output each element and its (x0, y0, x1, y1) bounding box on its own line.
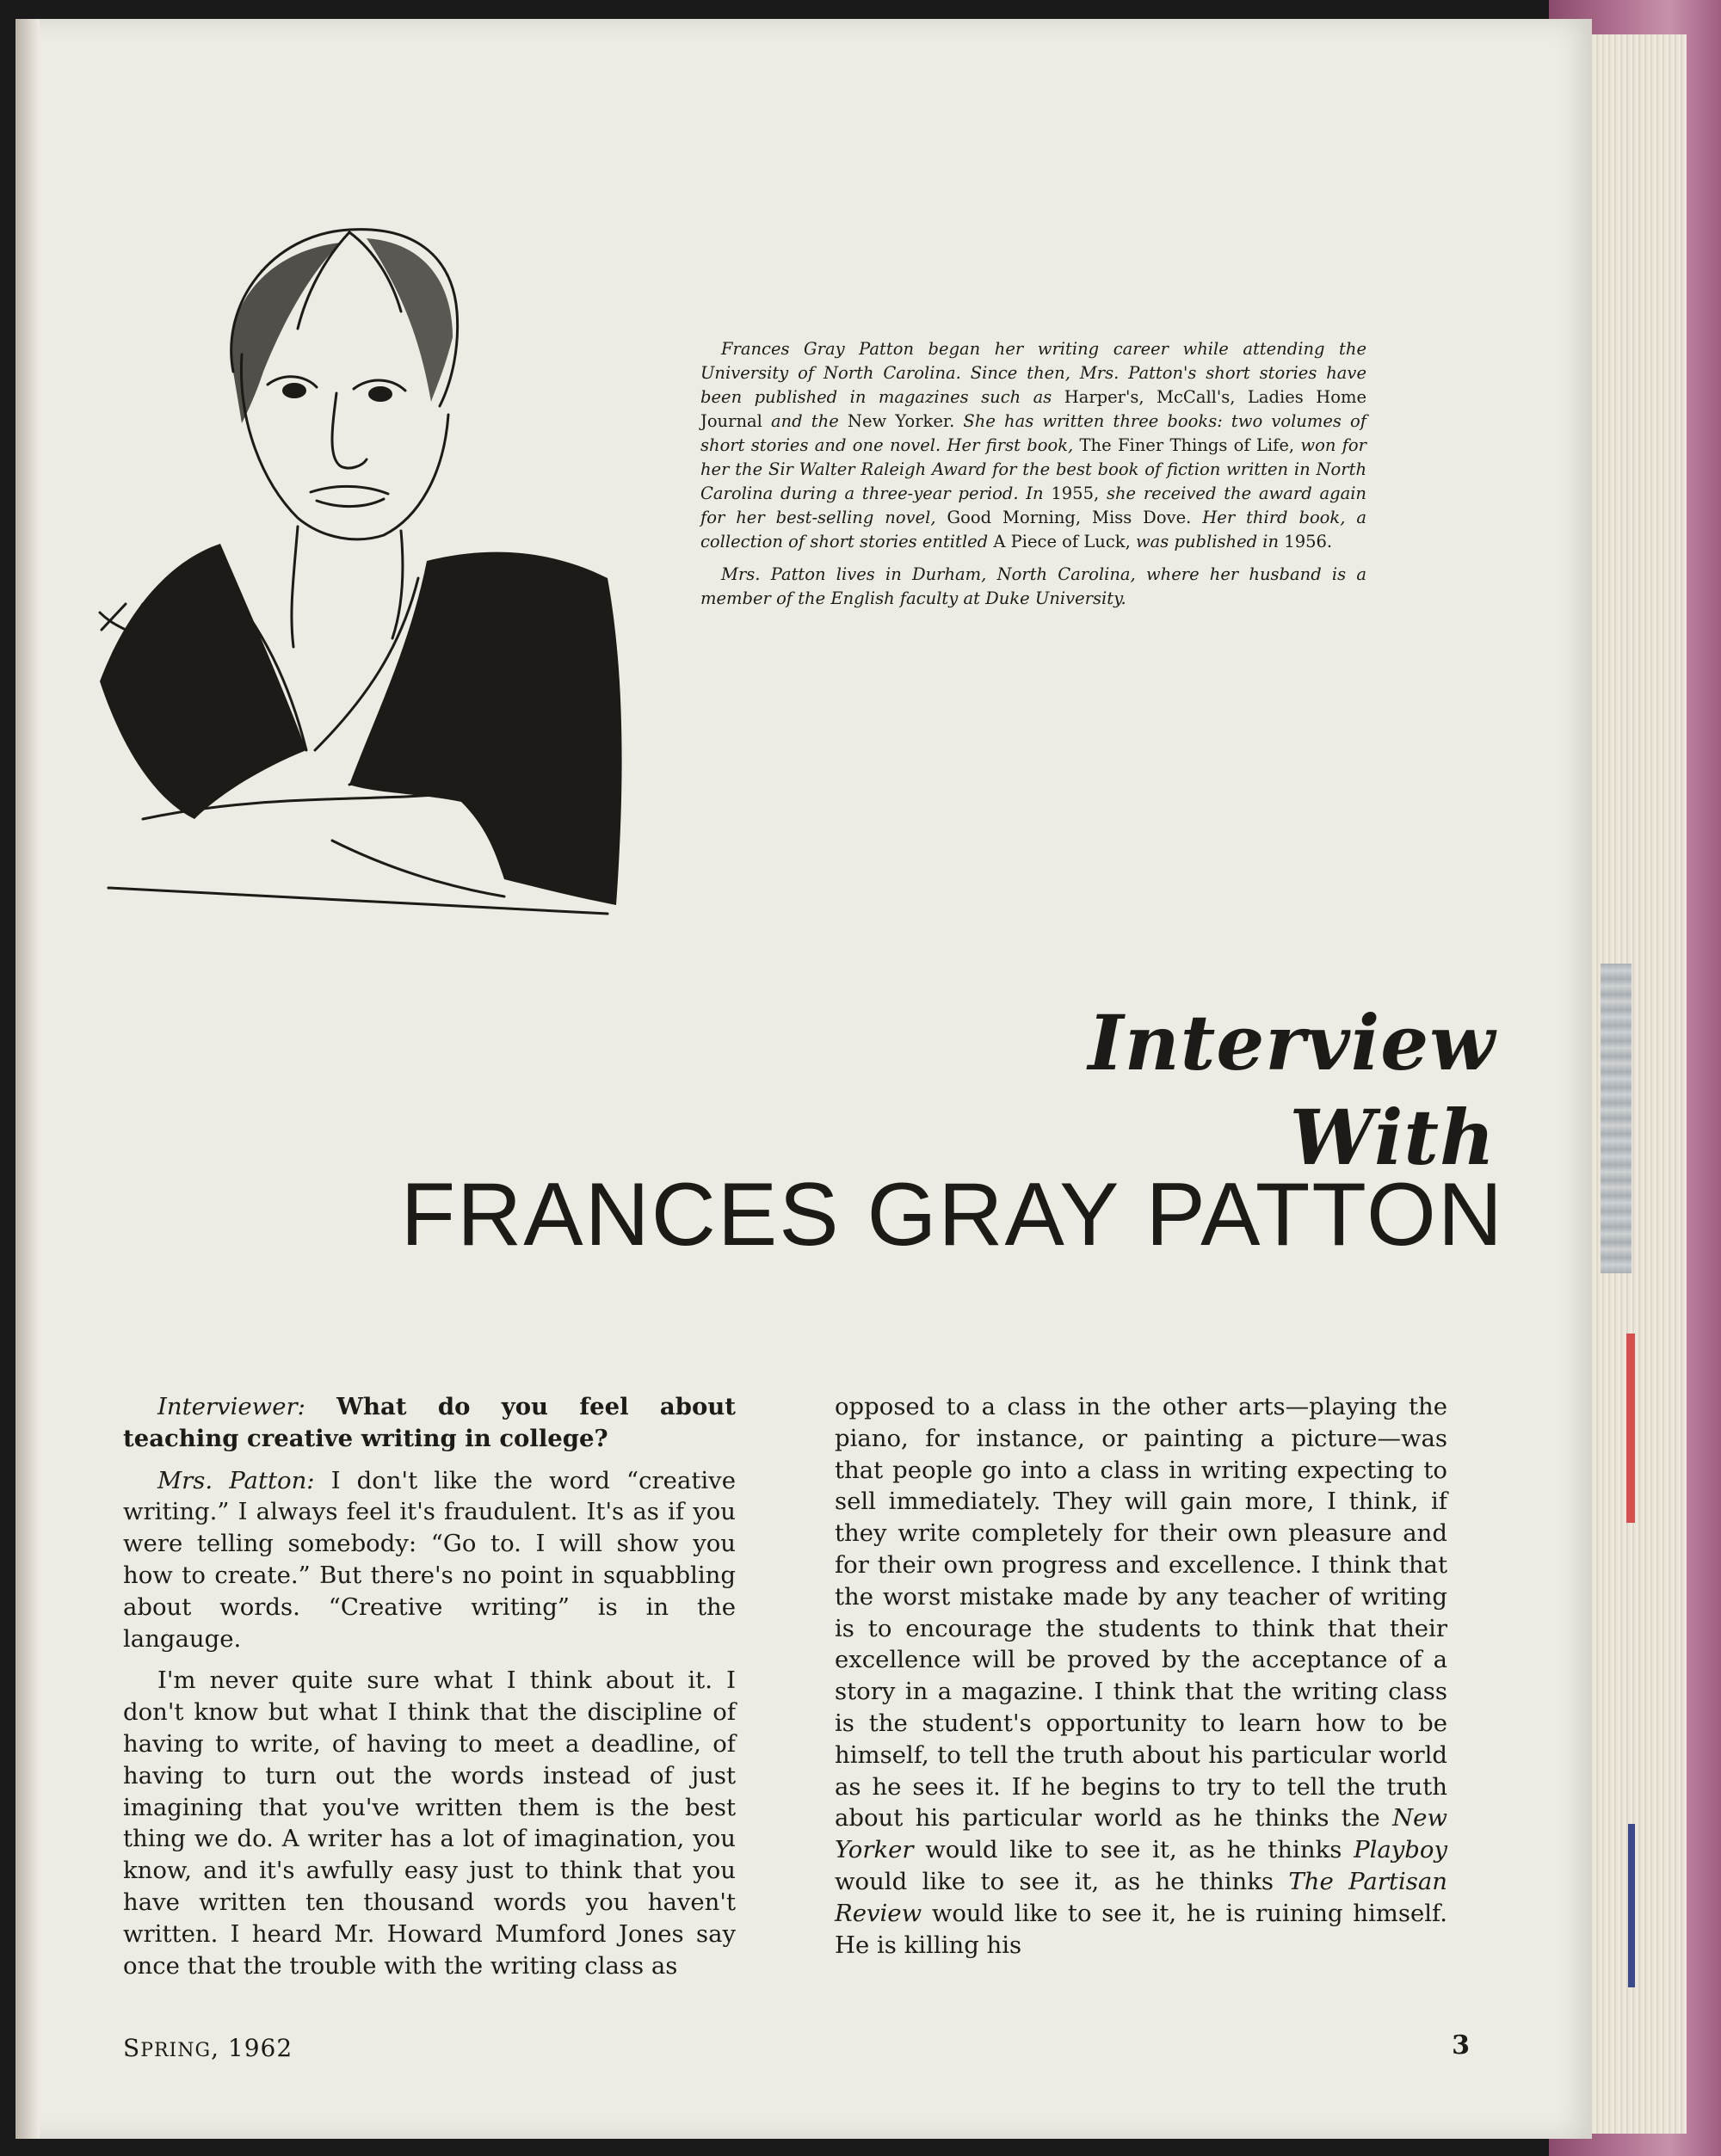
magazine-page (15, 19, 1592, 2139)
footer-issue-date: SPRING, 1962 (123, 2034, 293, 2062)
page-edge-blue-tab (1628, 1824, 1635, 1987)
answer-paragraph-1: Mrs. Patton: I don't like the word “creative writing.” I always feel it's fraudulent. It's as if you were telling somebody: “Go to. I will show you how to create.” But there's no point in squabbling about words. “Creative writing” is in the langauge. (123, 1466, 736, 1653)
answer-paragraph-2: I'm never quite sure what I think about it. I don't know but what I think that the discipline of having to write, of having to meet a deadline, of having to turn out the words instead of just imagining that you've written them is the best thing we do. A writer has a lot of imagination, you know, and it's awfully easy just to think that you have written ten thousand words you haven't written. I heard Mr. Howard Mumford Jones say once that the trouble with the writing class as (123, 1666, 736, 1980)
author-bio (700, 337, 1366, 611)
bio-paragraph-2: Mrs. Patton lives in Durham, North Carolina, where her husband is a member of the English faculty at Duke University. (700, 564, 1366, 608)
article-column-left (123, 1391, 736, 1981)
page-edge-mark (1601, 964, 1632, 1273)
page-edge-red-tab (1626, 1334, 1635, 1523)
bio-paragraph-1: Frances Gray Patton began her writing career while attending the University of North Carolina. Since then, Mrs. Patton's short stories have been published in magazines such as Harper's, McCall's, Ladies Home Journal and the New Yorker. She has written three books: two volumes of short stories and one novel. Her first book, The Finer Things of Life, won for her the Sir Walter Raleigh Award for the best book of fiction written in North Carolina during a three-year period. In 1955, she received the award again for her best-selling novel, Good Morning, Miss Dove. Her third book, a collection of short stories entitled A Piece of Luck, was published in 1956. (700, 339, 1367, 551)
answer-paragraph-3: opposed to a class in the other arts—playing the piano, for instance, or painting a picture—was that people go into a class in writing expecting to sell immediately. They will gain more, I think, if they write completely for their own pleasure and for their own progress and excellence. I think that the worst mistake made by any teacher of writing is to encourage the students to think that their excellence will be proved by the acceptance of a story in a magazine. I think that the writing class is the student's opportunity to learn how to be himself, to tell the truth about his particular world as he sees it. If he begins to try to tell the truth about his particular world as he thinks the New Yorker would like to see it, as he thinks Playboy would like to see it, as he thinks The Partisan Review would like to see it, he is ruining himself. He is killing his (835, 1393, 1447, 1959)
headline-author-name: FRANCES GRAY PATTON (400, 1165, 1504, 1265)
page-number: 3 (1452, 2030, 1470, 2061)
article-column-right (835, 1391, 1447, 1961)
portrait-illustration (91, 200, 642, 935)
page-gutter (15, 19, 40, 2139)
question-paragraph: Interviewer: What do you feel about teaching creative writing in college? (123, 1393, 736, 1452)
headline-interview-with: Interview With (1088, 998, 1496, 1182)
